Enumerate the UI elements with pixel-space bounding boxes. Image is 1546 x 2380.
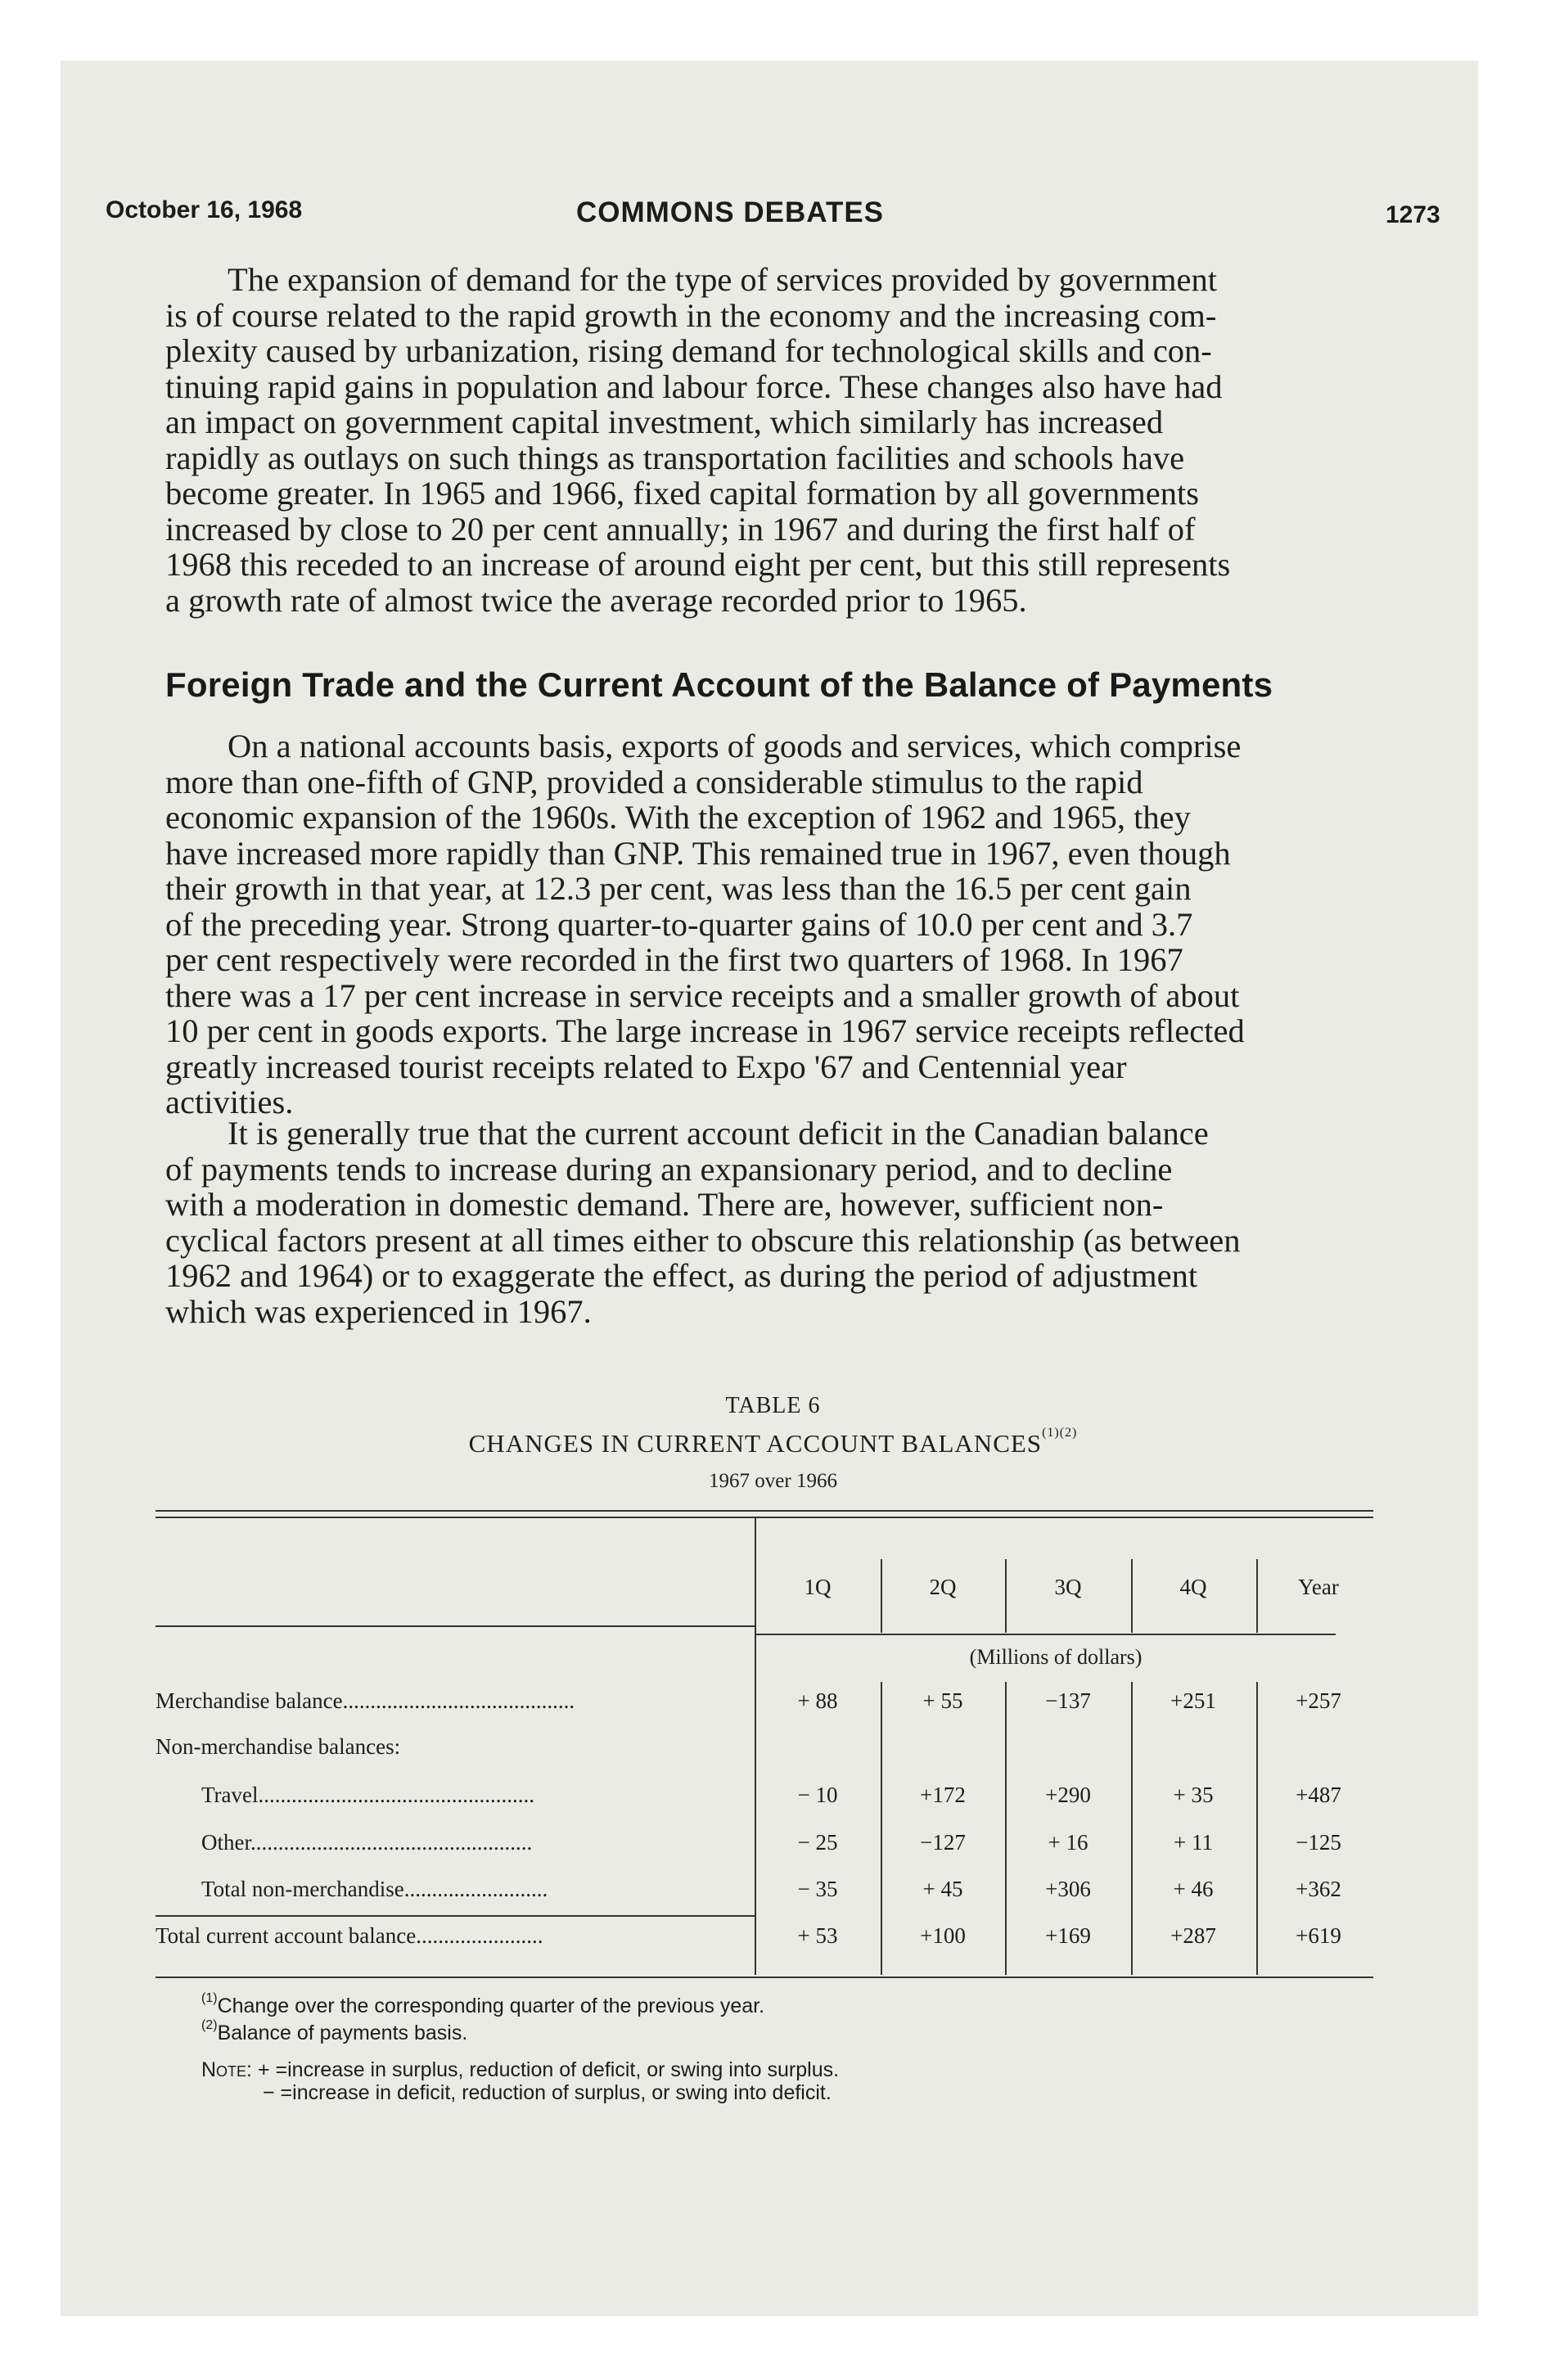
table-total-rule <box>156 1915 755 1917</box>
note-plus <box>201 2058 839 2082</box>
table-column-rule <box>1005 1682 1007 1975</box>
table-column-rule <box>1256 1559 1258 1633</box>
row-label-non-merchandise-balances: Non-merchandise balances: <box>156 1734 401 1759</box>
row-label-travel <box>201 1783 534 1808</box>
column-header-1q: 1Q <box>804 1575 832 1599</box>
table-units-rule <box>755 1634 1336 1635</box>
header-publication: COMMONS DEBATES <box>576 196 885 228</box>
table-cell: − 25 <box>797 1830 838 1855</box>
table-bottom-rule <box>156 1977 1373 1978</box>
table-title-text: CHANGES IN CURRENT ACCOUNT BALANCES <box>468 1429 1043 1458</box>
text-line: more than one-fifth of GNP, provided a considerable stimulus to the rapid <box>165 763 1143 800</box>
table-cell: +487 <box>1296 1783 1341 1807</box>
text-line: there was a 17 per cent increase in service receipts and a smaller growth of about <box>165 976 1240 1014</box>
note-minus: − =increase in deficit, reduction of surplus, or swing into deficit. <box>263 2081 832 2104</box>
text-line: a growth rate of almost twice the average recorded prior to 1965. <box>165 581 1027 619</box>
text-line: their growth in that year, at 12.3 per cent, was less than the 16.5 per cent gain <box>165 870 1192 907</box>
leader-dots: .......................................... <box>342 1688 575 1713</box>
table-subtitle: 1967 over 1966 <box>709 1470 837 1492</box>
table-cell: + 35 <box>1173 1783 1214 1807</box>
table-column-rule <box>1131 1559 1133 1633</box>
text-line: per cent respectively were recorded in the first two quarters of 1968. In 1967 <box>165 941 1183 978</box>
row-label-text: Total current account balance <box>156 1923 417 1948</box>
table-cell: − 35 <box>797 1877 838 1901</box>
table-cell: +287 <box>1170 1923 1216 1948</box>
page-header <box>0 193 1546 234</box>
table-column-rule <box>881 1559 882 1633</box>
table-cell: + 53 <box>797 1923 838 1948</box>
text-line: 1968 this receded to an increase of around eight per cent, but this still represents <box>165 546 1231 583</box>
leader-dots: ................................................... <box>250 1830 533 1855</box>
header-page-number: 1273 <box>1386 201 1440 228</box>
text-line: an impact on government capital investment, which similarly has increased <box>165 403 1164 440</box>
footnote-1-ref: (1) <box>201 1991 218 2005</box>
table-number: TABLE 6 <box>725 1393 821 1418</box>
table-column-rule <box>755 1518 756 1975</box>
row-label-merchandise-balance <box>156 1688 575 1714</box>
text-line: cyclical factors present at all times either to obscure this relationship (as between <box>165 1221 1241 1259</box>
note-plus-text: + =increase in surplus, reduction of deficit, or swing into surplus. <box>257 2058 840 2081</box>
column-header-year: Year <box>1298 1575 1339 1599</box>
text-line: of payments tends to increase during an expansionary period, and to decline <box>165 1150 1173 1188</box>
row-label-total-non-merchandise <box>201 1877 548 1902</box>
table-cell: +257 <box>1296 1688 1341 1713</box>
text-line: increased by close to 20 per cent annually; in 1967 and during the first half of <box>165 510 1196 548</box>
column-header-3q: 3Q <box>1054 1575 1082 1599</box>
footnote-2-text: Balance of payments basis. <box>217 2022 468 2044</box>
table-cell: + 46 <box>1173 1877 1214 1901</box>
leader-dots: .................................................. <box>258 1783 535 1807</box>
row-label-text: Other <box>201 1830 250 1855</box>
table-cell: +306 <box>1045 1877 1091 1901</box>
text-line: 10 per cent in goods exports. The large increase in 1967 service receipts reflected <box>165 1012 1245 1049</box>
header-date: October 16, 1968 <box>106 196 303 223</box>
table-title-footnote-refs: (1)(2) <box>1042 1426 1078 1440</box>
row-label-text: Total non-merchandise <box>201 1877 404 1901</box>
leader-dots: .......................... <box>403 1877 548 1901</box>
table-top-rule <box>156 1510 1373 1512</box>
paragraph-current-account <box>165 1116 1385 1329</box>
table-cell: +251 <box>1170 1688 1216 1713</box>
footnote-2 <box>201 2018 468 2045</box>
table-cell: +100 <box>920 1923 966 1948</box>
text-line: The expansion of demand for the type of services provided by government <box>228 261 1218 298</box>
footnote-1 <box>201 1991 765 2018</box>
text-line: of the preceding year. Strong quarter-to-quarter gains of 10.0 per cent and 3.7 <box>165 905 1193 943</box>
table-cell: − 10 <box>797 1783 838 1807</box>
table-column-rule <box>1005 1559 1007 1633</box>
table-cell: +172 <box>920 1783 966 1807</box>
text-line: greatly increased tourist receipts related to Expo '67 and Centennial year <box>165 1048 1127 1085</box>
text-line: rapidly as outlays on such things as transportation facilities and schools have <box>165 439 1185 476</box>
table-column-rule <box>1256 1682 1258 1975</box>
table-cell: + 55 <box>922 1688 963 1713</box>
text-line: tinuing rapid gains in population and labour force. These changes also have had <box>165 367 1223 405</box>
footnote-2-ref: (2) <box>201 2018 218 2032</box>
note-label: Note: <box>201 2058 253 2081</box>
text-line: 1962 and 1964) or to exaggerate the effect, as during the period of adjustment <box>165 1257 1198 1294</box>
leader-dots: ....................... <box>416 1923 543 1948</box>
table-cell: + 88 <box>797 1688 838 1713</box>
table-cell: + 16 <box>1048 1830 1089 1855</box>
table-column-rule <box>881 1682 882 1975</box>
text-line: activities. <box>165 1084 294 1120</box>
text-line: economic expansion of the 1960s. With the exception of 1962 and 1965, they <box>165 799 1191 836</box>
table-cell: −125 <box>1296 1830 1341 1855</box>
text-line: is of course related to the rapid growth in the economy and the increasing com- <box>165 296 1217 334</box>
table-cell: + 45 <box>922 1877 963 1901</box>
table-cell: −127 <box>920 1830 966 1855</box>
text-line: which was experienced in 1967. <box>165 1292 592 1330</box>
table-cell: +362 <box>1296 1877 1341 1901</box>
footnote-1-text: Change over the corresponding quarter of the previous year. <box>217 1995 765 2017</box>
column-header-2q: 2Q <box>929 1575 957 1599</box>
text-line: with a moderation in domestic demand. There are, however, sufficient non- <box>165 1186 1164 1223</box>
column-header-4q: 4Q <box>1179 1575 1207 1599</box>
table-header-rule <box>156 1625 755 1627</box>
table-cell: + 11 <box>1174 1830 1213 1855</box>
text-line: become greater. In 1965 and 1966, fixed capital formation by all governments <box>165 475 1199 512</box>
row-label-text: Merchandise balance <box>156 1688 343 1713</box>
table-cell: +619 <box>1296 1923 1341 1948</box>
text-line: It is generally true that the current account deficit in the Canadian balance <box>228 1115 1209 1152</box>
table-cell: +169 <box>1045 1923 1091 1948</box>
section-heading: Foreign Trade and the Current Account of the Balance of Payments <box>165 665 1273 704</box>
table-cell: +290 <box>1045 1783 1091 1807</box>
paragraph-government-services <box>165 262 1385 618</box>
text-line: On a national accounts basis, exports of goods and services, which comprise <box>228 728 1242 764</box>
text-line: plexity caused by urbanization, rising demand for technological skills and con- <box>165 332 1212 369</box>
row-label-text: Travel <box>201 1783 259 1807</box>
table-title <box>0 1426 1546 1458</box>
text-line: have increased more rapidly than GNP. This remained true in 1967, even though <box>165 834 1231 872</box>
row-label-other <box>201 1830 532 1855</box>
table-units: (Millions of dollars) <box>969 1645 1143 1669</box>
table-top-rule <box>156 1517 1373 1518</box>
table-column-rule <box>1131 1682 1133 1975</box>
paragraph-exports <box>165 728 1385 1120</box>
row-label-total-current-account-balance <box>156 1923 543 1949</box>
table-cell: −137 <box>1045 1688 1091 1713</box>
